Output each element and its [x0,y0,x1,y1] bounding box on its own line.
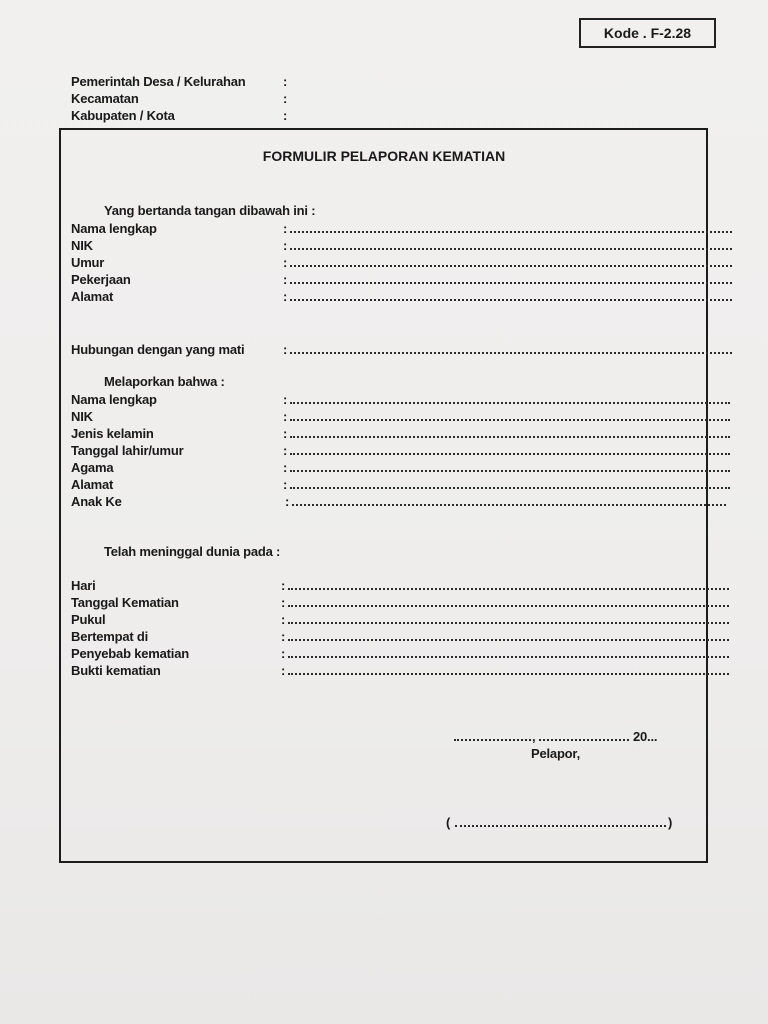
field-colon: : [283,460,288,475]
header-desa-row [71,74,287,89]
field-label: Hari [71,578,96,593]
field-label: Nama lengkap [71,221,157,236]
field-colon: : [281,595,286,610]
field-colon: : [281,663,286,678]
field-colon: : [283,289,288,304]
relation-blank[interactable] [290,352,732,354]
field-label: Tanggal lahir/umur [71,443,184,458]
deceased-nama-blank[interactable] [290,402,730,404]
header-desa-colon: : [283,74,288,89]
field-label: Alamat [71,477,114,492]
signature-blank[interactable] [455,825,666,827]
field-label: Bukti kematian [71,663,161,678]
signature-open-paren: ( [446,815,451,830]
field-colon: : [281,629,286,644]
date-separator: , [532,729,536,744]
place-blank[interactable] [454,739,531,741]
signature-close-paren: ) [668,815,673,830]
death-penyebab-blank[interactable] [288,656,729,658]
signer-nik-blank[interactable] [290,248,732,250]
deceased-agama-blank[interactable] [290,470,730,472]
reporter-label: Pelapor, [531,746,580,761]
header-kecamatan-colon: : [283,91,288,106]
signer-intro: Yang bertanda tangan dibawah ini : [104,203,316,218]
field-label: Bertempat di [71,629,149,644]
header-kecamatan-row [71,91,287,106]
field-colon: : [281,578,286,593]
field-colon: : [283,443,288,458]
field-colon: : [283,392,288,407]
field-label: Hubungan dengan yang mati [71,342,245,357]
death-bukti-blank[interactable] [288,673,729,675]
field-colon: : [281,646,286,661]
death-hari-blank[interactable] [288,588,729,590]
form-code: Kode . F-2.28 [603,25,692,41]
date-blank[interactable] [539,739,629,741]
form-code-box [579,18,716,48]
field-colon: : [283,238,288,253]
deceased-alamat-blank[interactable] [290,487,730,489]
deceased-nik-blank[interactable] [290,419,730,421]
field-colon: : [283,342,288,357]
deceased-jenis-kelamin-blank[interactable] [290,436,730,438]
death-tempat-blank[interactable] [288,639,729,641]
field-label: Anak Ke [71,494,122,509]
field-colon: : [283,272,288,287]
deceased-tanggal-lahir-blank[interactable] [290,453,730,455]
field-label: Pekerjaan [71,272,131,287]
field-colon: : [281,612,286,627]
report-intro: Melaporkan bahwa : [104,374,225,389]
field-label: Penyebab kematian [71,646,189,661]
signer-nama-blank[interactable] [290,231,732,233]
death-pukul-blank[interactable] [288,622,729,624]
header-kecamatan-label: Kecamatan [71,91,139,106]
field-label: Tanggal Kematian [71,595,179,610]
deceased-anak-ke-blank[interactable] [292,504,726,506]
field-label: Alamat [71,289,114,304]
field-label: NIK [71,238,93,253]
form-title: FORMULIR PELAPORAN KEMATIAN [262,148,506,164]
death-intro: Telah meninggal dunia pada : [104,544,281,559]
signer-alamat-blank[interactable] [290,299,732,301]
field-colon: : [283,409,288,424]
field-label: Pukul [71,612,106,627]
header-desa-label: Pemerintah Desa / Kelurahan [71,74,246,89]
field-label: Agama [71,460,114,475]
signer-pekerjaan-blank[interactable] [290,282,732,284]
signer-umur-blank[interactable] [290,265,732,267]
field-colon: : [283,477,288,492]
header-kabupaten-label: Kabupaten / Kota [71,108,175,123]
death-tanggal-blank[interactable] [288,605,729,607]
field-label: NIK [71,409,93,424]
field-colon: : [283,426,288,441]
field-colon: : [285,494,290,509]
field-label: Umur [71,255,105,270]
year-suffix: 20... [633,729,658,744]
field-label: Jenis kelamin [71,426,154,441]
header-kabupaten-row [71,108,287,123]
form-frame [59,128,708,863]
field-colon: : [283,255,288,270]
field-label: Nama lengkap [71,392,157,407]
header-kabupaten-colon: : [283,108,288,123]
field-colon: : [283,221,288,236]
